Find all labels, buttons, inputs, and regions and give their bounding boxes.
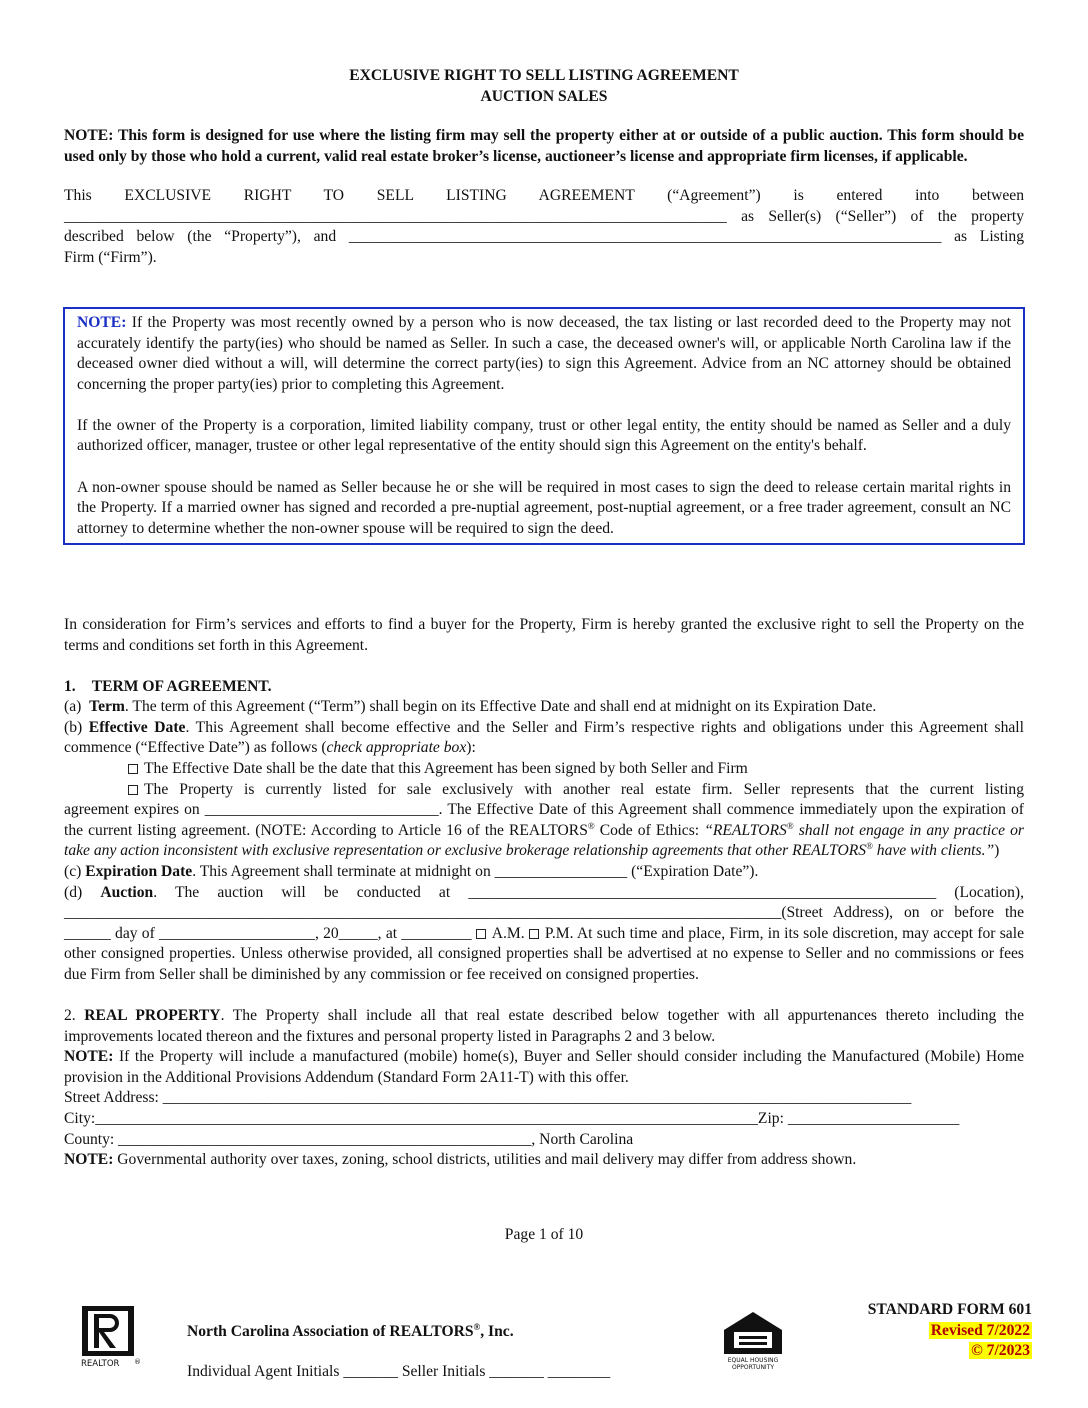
gov-note-label: NOTE: — [64, 1151, 114, 1169]
effective-option-1 — [64, 759, 1024, 780]
real-property-label: REAL PROPERTY — [84, 1007, 221, 1025]
section-1-title: TERM OF AGREEMENT. — [91, 677, 272, 695]
deceased-owner-note-box — [63, 307, 1025, 545]
governmental-note — [64, 1150, 1024, 1171]
expiration-date-text: . This Agreement shall terminate at midnight on _________________ (“Expiration Date”). — [192, 863, 759, 881]
realtor-logo-icon — [80, 1304, 146, 1368]
section-1 — [64, 677, 1024, 986]
option-2-code: Code of Ethics: — [594, 821, 705, 839]
real-property-text: . The Property shall include all that real estate described below together with all appurtenances thereto including the improvements located thereon and the fixtures and personal property listed in Paragraphs 2 and 3 below. — [64, 1007, 1024, 1045]
effective-option-2-continued — [64, 800, 1024, 862]
svg-text:REALTOR: REALTOR — [81, 1359, 120, 1368]
section-1b: (b) Effective Date. This Agreement shall become effective and the Seller and Firm’s respective rights and obligations under this Agreement shall commence (“Effective Date”) as follows (check appropriate box): — [64, 718, 1024, 757]
parties-line-4: Firm (“Firm”). — [64, 248, 157, 266]
document-page — [64, 66, 1024, 1169]
page-number: Page 1 of 10 — [504, 1226, 584, 1243]
section-1-number: 1. — [64, 677, 76, 695]
intro-note: NOTE: This form is designed for use where the listing firm may sell the property either at or outside of a public auction. This form should be used only by those who hold a current, valid real estate broker’s license, auctioneer’s license and appropriate firm licenses, if applicable. — [64, 127, 1024, 165]
checkbox-icon[interactable] — [476, 929, 486, 939]
copyright — [868, 1341, 1032, 1362]
effective-option-1-text: The Effective Date shall be the date that this Agreement has been signed by both Seller and Firm — [144, 760, 748, 778]
note-box-text-1: If the Property was most recently owned by a person who is now deceased, the tax listing or last recorded deed to the Property may not accurately identify the party(ies) who should be named as Seller. In such a case, the deceased owner's will, or applicable North Carolina law if the deceased owner died without a will, will determine the correct party(ies) to sign this Agreement. Advice from an NC attorney should be obtained concerning the proper party(ies) prior to completing this Agreement. — [77, 314, 1011, 393]
agreement-body — [64, 615, 1024, 1171]
title-line-2: AUCTION SALES — [480, 87, 608, 105]
auction-line-3 — [64, 924, 1024, 986]
auction-date-text: ______ day of ____________________, 20_____, at _________ — [64, 924, 476, 942]
copyright-highlight: © 7/2023 — [971, 1342, 1030, 1359]
city-zip-field[interactable]: City:_____________________________________________________________________________________Zip: ______________________ — [64, 1110, 960, 1128]
section-2 — [64, 1006, 1024, 1171]
svg-text:®: ® — [134, 1358, 141, 1366]
pm-label: P.M. — [544, 924, 574, 942]
auction-consigned-text: At such time and place, Firm, in its sole discretion, may accept for sale other consigned properties. Unless otherwise provided, all consigned properties shall be advertised at no expense to Seller and no commissions or fees due Firm from Seller shall be diminished by any commission or fee received on consigned properties. — [64, 924, 1024, 983]
section-2-number: 2. — [64, 1007, 76, 1025]
option-2-close: ) — [994, 842, 1000, 860]
standard-form-block — [868, 1300, 1032, 1362]
parties-line-2: _____________________________________________________________________________________ as Seller(s) (“Seller”) of the property — [64, 207, 1024, 225]
section-1c: (c) Expiration Date. This Agreement shall terminate at midnight on _________________ (“Expiration Date”). — [64, 863, 759, 881]
note-box-paragraph-3: A non-owner spouse should be named as Seller because he or she will be required in most cases to sign the deed to release certain marital rights in the Property. If a married owner has signed and recorded a pre-nuptial agreement, post-nuptial agreement, or a free trader agreement, consult an NC attorney to determine whether the non-owner spouse will be required to sign the deed. — [77, 478, 1011, 537]
gov-note-text: Governmental authority over taxes, zoning, school districts, utilities and mail delivery may differ from address shown. — [113, 1151, 857, 1169]
parties-line-3: described below (the “Property”), and ____________________________________________________________________________ as Listing — [64, 228, 1024, 246]
effective-date-end: ): — [466, 739, 476, 757]
equal-housing-icon — [720, 1308, 786, 1370]
checkbox-icon[interactable] — [128, 764, 138, 774]
form-name: STANDARD FORM 601 — [867, 1301, 1032, 1318]
term-text: . The term of this Agreement (“Term”) shall begin on its Effective Date and shall end at midnight on its Expiration Date. — [124, 698, 877, 716]
section-1d: (d) Auction. The auction will be conducted at ____________________________________________________________ (Location), — [64, 883, 1024, 901]
revised-date — [868, 1321, 1032, 1342]
auction-text: . The auction will be conducted at ____________________________________________________________ (Location), — [153, 883, 1024, 901]
term-label: Term — [89, 698, 125, 716]
note-box-paragraph-1 — [77, 313, 1011, 395]
checkbox-icon[interactable] — [128, 785, 138, 795]
county-field[interactable]: County: _____________________________________________________, North Carolina — [64, 1130, 634, 1148]
option-2-cont-text: agreement expires on ______________________________. The Effective Date of this Agreement shall commence immediately upon the expiration of the current listing agreement. (NOTE: According to Article 16 of the REALTORS — [64, 801, 1024, 839]
note-box-paragraph-2: If the owner of the Property is a corporation, limited liability company, trust or other legal entity, the entity should be named as Seller and a duly authorized officer, manager, trustee or other legal representative of the entity should sign this Agreement on the entity's behalf. — [77, 416, 1011, 455]
manufactured-home-note — [64, 1047, 1024, 1088]
note-box-label: NOTE: — [77, 314, 127, 331]
auction-label: Auction — [100, 883, 154, 901]
real-property-paragraph — [64, 1006, 1024, 1047]
effective-date-text: . This Agreement shall become effective and the Seller and Firm’s respective rights and obligations under this Agreement shall commence (“Effective Date”) as follows ( — [64, 718, 1024, 757]
parties-clause — [64, 186, 1024, 268]
section-1a: (a) Term. The term of this Agreement (“Term”) shall begin on its Effective Date and shall end at midnight on its Expiration Date. — [64, 698, 877, 716]
effective-option-2-text: The Property is currently listed for sale exclusively with another real estate firm. Seller represents that the current listing — [144, 780, 1024, 798]
svg-text:OPPORTUNITY: OPPORTUNITY — [731, 1364, 775, 1370]
consideration-paragraph: In consideration for Firm’s services and efforts to find a buyer for the Property, Firm is hereby granted the exclusive right to sell the Property on the terms and conditions set forth in this Agreement. — [64, 616, 1024, 654]
street-address-field[interactable]: Street Address: ________________________________________________________________________________________________ — [64, 1089, 912, 1107]
am-label: A.M. — [491, 924, 529, 942]
auction-line-2: ____________________________________________________________________________________________(Street Address), on or before the — [64, 904, 1024, 922]
parties-line-1: This EXCLUSIVE RIGHT TO SELL LISTING AGREEMENT (“Agreement”) is entered into between — [64, 187, 1024, 205]
registered-mark: ® — [786, 820, 794, 831]
manufactured-note-label: NOTE: — [64, 1048, 114, 1066]
ethics-quote-3: have with clients.” — [872, 842, 995, 860]
registered-mark: ® — [587, 820, 595, 831]
ethics-quote-2: shall not engage in any practice or take any action inconsistent with exclusive representation or exclusive brokerage relationship agreements that other REALTORS — [64, 821, 1024, 860]
manufactured-note-text: If the Property will include a manufactured (mobile) home(s), Buyer and Seller should consider including the Manufactured (Mobile) Home provision in the Additional Provisions Addendum (Standard Form 2A11-T) with this offer. — [64, 1048, 1024, 1086]
association-text: North Carolina Association of REALTORS — [187, 1323, 474, 1340]
effective-date-italic: check appropriate box — [326, 739, 467, 757]
association-suffix: , Inc. — [480, 1323, 514, 1340]
registered-mark: ® — [473, 1321, 481, 1332]
svg-text:EQUAL HOUSING: EQUAL HOUSING — [727, 1357, 779, 1364]
effective-option-2 — [64, 780, 1024, 801]
revised-highlight: Revised 7/2022 — [930, 1321, 1030, 1339]
section-1-heading — [64, 677, 1024, 698]
initials-line[interactable]: Individual Agent Initials _______ Seller Initials _______ ________ — [187, 1363, 611, 1380]
registered-mark: ® — [866, 841, 873, 852]
document-title — [64, 66, 1024, 107]
effective-date-label: Effective Date — [88, 718, 186, 736]
association-name — [187, 1322, 514, 1343]
ethics-quote-1: “REALTORS — [704, 821, 787, 839]
footer — [0, 1290, 1088, 1390]
checkbox-icon[interactable] — [529, 929, 539, 939]
expiration-date-label: Expiration Date — [85, 863, 193, 881]
title-line-1: EXCLUSIVE RIGHT TO SELL LISTING AGREEMENT — [349, 67, 739, 84]
